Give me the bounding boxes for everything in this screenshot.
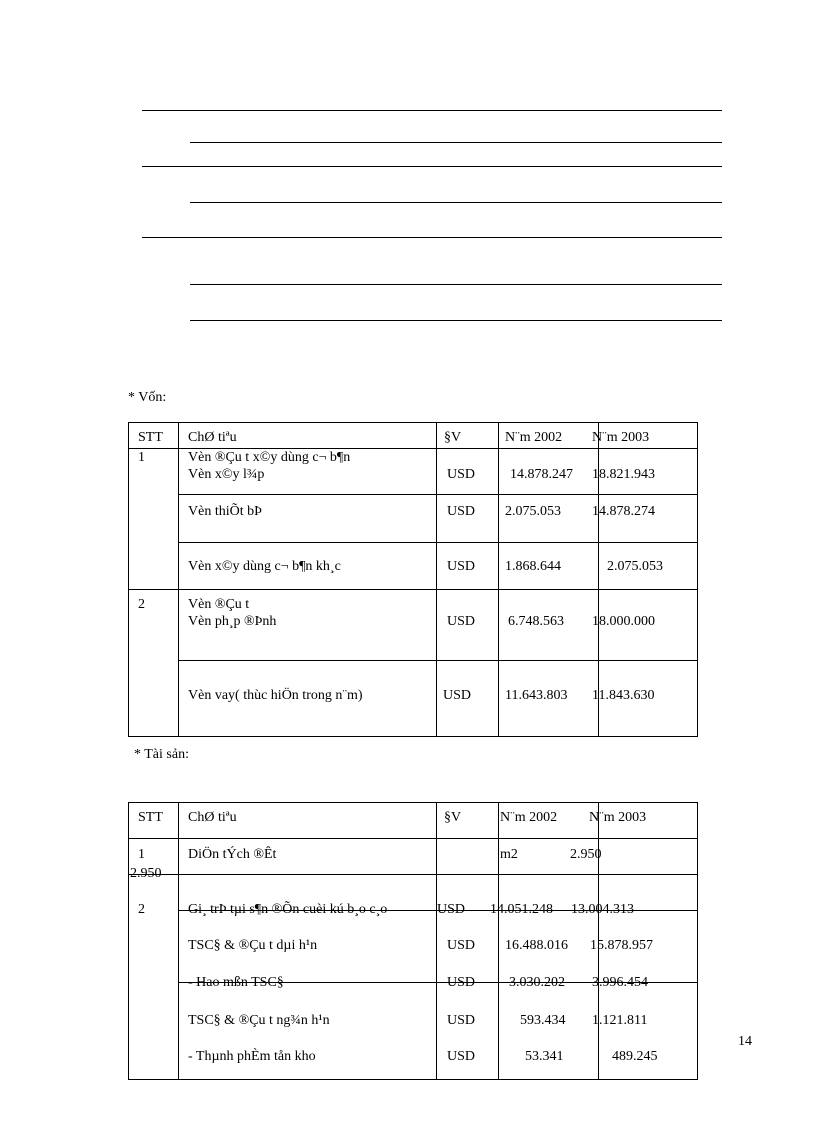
table-cell-value: 2.075.053 [505,504,561,519]
table-cell-unit: USD [447,559,476,574]
header-chi-tieu: ChØ tiªu [188,430,237,445]
table-cell-unit: USD [447,1013,476,1028]
table-cell-value: 14.051.248 [490,902,553,917]
table-cell-label: Vèn thiÕt bÞ [188,504,262,519]
header-year-2003: N¨m 2003 [592,430,650,445]
rule-line [142,166,722,167]
table-cell-value: 2.950 [570,847,602,862]
table-cell-value: 14.878.247 [510,467,573,482]
table-cell-unit: USD [437,902,466,917]
table-cell-value: 3.996.454 [592,975,648,990]
table-cell-value: 11.843.630 [592,688,655,703]
table-cell-value: 11.643.803 [505,688,568,703]
table-cell-label: DiÖn tÝch ®Êt [188,847,277,862]
table-cell-unit: USD [447,1049,476,1064]
rule-line [190,202,722,203]
header-year-2002: N¨m 2002 [505,430,563,445]
header-year-2002: N¨m 2002 [500,810,558,825]
table-cell-unit: USD [447,504,476,519]
header-chi-tieu: ChØ tiªu [188,810,237,825]
table-cell-value: 18.821.943 [592,467,655,482]
table-cell-label: Vèn x©y l¾p [188,467,265,482]
table-cell-value: 1.121.811 [592,1013,648,1028]
table-cell-stt: 2 [138,902,145,917]
table-cell-unit: USD [447,467,476,482]
table-cell-label: - Thµnh phÈm tån kho [188,1049,316,1064]
table-cell-label: Vèn vay( thùc hiÖn trong n¨m) [188,688,363,703]
table-cell-value: 489.245 [612,1049,658,1064]
table-cell-value: 3.030.202 [509,975,565,990]
table-cell-label: TSC§ & ®Çu t dµi h¹n [188,938,318,953]
table-cell-value: 15.878.957 [590,938,653,953]
table-cell-unit: USD [447,938,476,953]
table-cell-value: 2.075.053 [607,559,663,574]
table-cell-stt: 1 [138,450,145,465]
table-cell-stt: 2 [138,597,145,612]
rule-line [142,237,722,238]
table-cell-value: 18.000.000 [592,614,655,629]
table-cell-label: Vèn x©y dùng c¬ b¶n kh¸c [188,559,341,574]
section-heading-von: * Vốn: [128,390,167,405]
table-cell-value: 6.748.563 [508,614,564,629]
table-cell-value: 16.488.016 [505,938,568,953]
rule-line [190,142,722,143]
header-don-vi: §V [444,430,462,445]
header-year-2003: N¨m 2003 [589,810,647,825]
table-cell-stt: 1 [138,847,145,862]
section-heading-tai-san: * Tài sản: [134,747,189,762]
table-cell-label: Vèn ph¸p ®Þnh [188,614,277,629]
page-number: 14 [738,1034,752,1049]
table-cell-value: 13.004.313 [571,902,634,917]
table-cell-value: 53.341 [525,1049,564,1064]
rule-line [190,284,722,285]
table-cell-value: m2 [500,847,518,862]
table-cell-value: 14.878.274 [592,504,655,519]
rule-line [190,320,722,321]
table-cell-label: - Hao mßn TSC§ [188,975,284,990]
table-cell-value: 1.868.644 [505,559,561,574]
table-cell-overflow: 2.950 [130,866,162,881]
table-cell-label: Vèn ®Çu t [188,597,250,612]
table-cell-unit: USD [447,614,476,629]
table-cell-unit: USD [443,688,472,703]
header-don-vi: §V [444,810,462,825]
table-cell-label: TSC§ & ®Çu t ng¾n h¹n [188,1013,330,1028]
table-cell-label: Gi¸ trÞ tµi s¶n ®Õn cuèi kú b¸o c¸o [188,902,388,917]
table-cell-unit: USD [447,975,476,990]
table-cell-value: 593.434 [520,1013,566,1028]
table-cell-label: Vèn ®Çu t x©y dùng c¬ b¶n [188,450,351,465]
header-stt: STT [138,430,163,445]
header-stt: STT [138,810,163,825]
rule-line [142,110,722,111]
